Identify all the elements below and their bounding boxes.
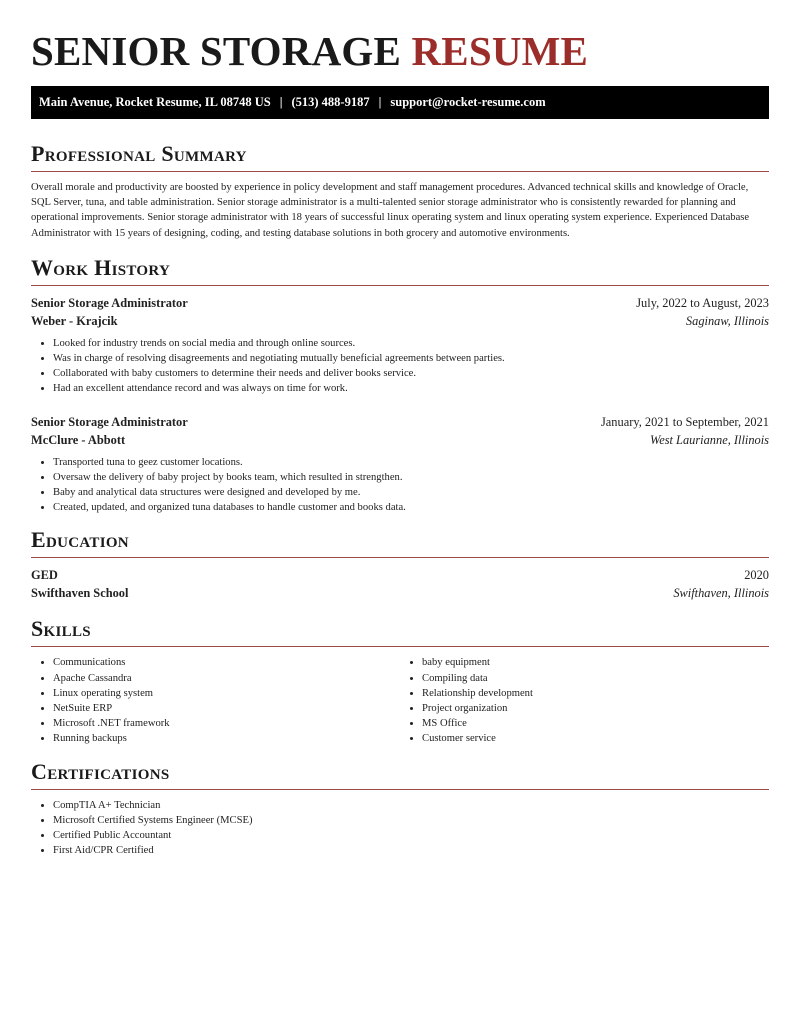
list-item: • Created, updated, and organized tuna databases to handle customer and books data. xyxy=(53,500,769,515)
job-header-row xyxy=(31,413,769,431)
contact-separator: | xyxy=(378,95,382,109)
work-history-heading: Work History xyxy=(31,254,171,280)
list-item: • Oversaw the delivery of baby project by books team, which resulted in strengthen. xyxy=(53,470,769,485)
job-location: Saginaw, Illinois xyxy=(685,313,769,328)
title-main: SENIOR STORAGE xyxy=(31,28,402,74)
list-item: • NetSuite ERP xyxy=(53,701,400,716)
job-dates: January, 2021 to September, 2021 xyxy=(600,414,769,429)
list-item: • Compiling data xyxy=(422,671,769,686)
summary-text: Overall morale and productivity are boosted by experience in policy development and staff management procedures. Advanced technical skills and knowledge of Oracle, SQL Server, tuna, and table administration. Senior storage administrator is a multi-talented senior storage administrator who is consistently rewarded for planning and operational improvements. Senior storage administrator with 18 years of successful linux operating system and linux operating system experience. Experienced Database Administrator with 15 years of designing, coding, and testing database solutions in both grocery and automotive environments. xyxy=(31,182,750,239)
education-year: 2020 xyxy=(744,568,769,583)
work-history-section xyxy=(31,255,769,516)
job-company: Weber - Krajcik xyxy=(31,313,118,328)
education-degree: GED xyxy=(31,568,58,583)
job-entry xyxy=(31,413,769,516)
list-item: • Communications xyxy=(53,655,400,670)
list-item: • Was in charge of resolving disagreements and negotiating mutually beneficial agreements between parties. xyxy=(53,351,769,366)
list-item: • baby equipment xyxy=(422,655,769,670)
list-item: • Looked for industry trends on social media and through online sources. xyxy=(53,336,769,351)
job-entry xyxy=(31,294,769,397)
job-company: McClure - Abbott xyxy=(31,432,126,447)
skills-grid xyxy=(31,653,769,746)
list-item: • Apache Cassandra xyxy=(53,671,400,686)
skills-list-left xyxy=(31,655,400,746)
certifications-section xyxy=(31,759,769,859)
skills-heading: Skills xyxy=(31,616,91,642)
job-company-row xyxy=(31,431,769,449)
certifications-list xyxy=(31,798,769,859)
job-bullets xyxy=(31,455,769,516)
list-item: • Baby and analytical data structures were designed and developed by me. xyxy=(53,485,769,500)
title-accent: RESUME xyxy=(411,28,589,74)
resume-title xyxy=(31,28,769,74)
education-location: Swifthaven, Illinois xyxy=(673,586,769,601)
list-item: • Transported tuna to geez customer locations. xyxy=(53,455,769,470)
contact-address: Main Avenue, Rocket Resume, IL 08748 US xyxy=(39,95,271,109)
skills-list-right xyxy=(400,655,769,746)
job-title: Senior Storage Administrator xyxy=(31,295,188,310)
job-bullets xyxy=(31,336,769,397)
education-entry xyxy=(31,566,769,602)
job-header-row xyxy=(31,294,769,312)
summary-heading: Professional Summary xyxy=(31,141,247,166)
job-location: West Laurianne, Illinois xyxy=(650,432,769,447)
contact-bar xyxy=(31,86,769,119)
contact-phone[interactable]: (513) 488-9187 xyxy=(291,95,370,109)
section-divider xyxy=(31,646,769,647)
section-divider xyxy=(31,789,769,790)
list-item: • MS Office xyxy=(422,716,769,731)
education-school: Swifthaven School xyxy=(31,586,129,601)
section-divider xyxy=(31,285,769,286)
list-item: • Relationship development xyxy=(422,686,769,701)
list-item: • CompTIA A+ Technician xyxy=(53,798,769,813)
education-degree-row xyxy=(31,566,769,584)
section-divider xyxy=(31,557,769,558)
list-item: • Had an excellent attendance record and was always on time for work. xyxy=(53,381,769,396)
education-school-row xyxy=(31,584,769,602)
job-dates: July, 2022 to August, 2023 xyxy=(636,295,769,310)
summary-section xyxy=(31,141,769,241)
education-heading: Education xyxy=(31,527,129,553)
certifications-heading: Certifications xyxy=(31,758,170,784)
job-title: Senior Storage Administrator xyxy=(31,414,188,429)
section-divider xyxy=(31,171,769,172)
list-item: • Running backups xyxy=(53,731,400,746)
list-item: • Collaborated with baby customers to determine their needs and deliver books service. xyxy=(53,366,769,381)
job-company-row xyxy=(31,312,769,330)
list-item: • Project organization xyxy=(422,701,769,716)
education-section xyxy=(31,527,769,602)
list-item: • Linux operating system xyxy=(53,686,400,701)
list-item: • Microsoft .NET framework xyxy=(53,716,400,731)
contact-email[interactable]: support@rocket-resume.com xyxy=(390,95,546,109)
list-item: • Customer service xyxy=(422,731,769,746)
skills-section xyxy=(31,616,769,746)
list-item: • First Aid/CPR Certified xyxy=(53,843,769,858)
list-item: • Microsoft Certified Systems Engineer (MCSE) xyxy=(53,813,769,828)
list-item: • Certified Public Accountant xyxy=(53,828,769,843)
contact-separator: | xyxy=(279,95,283,109)
